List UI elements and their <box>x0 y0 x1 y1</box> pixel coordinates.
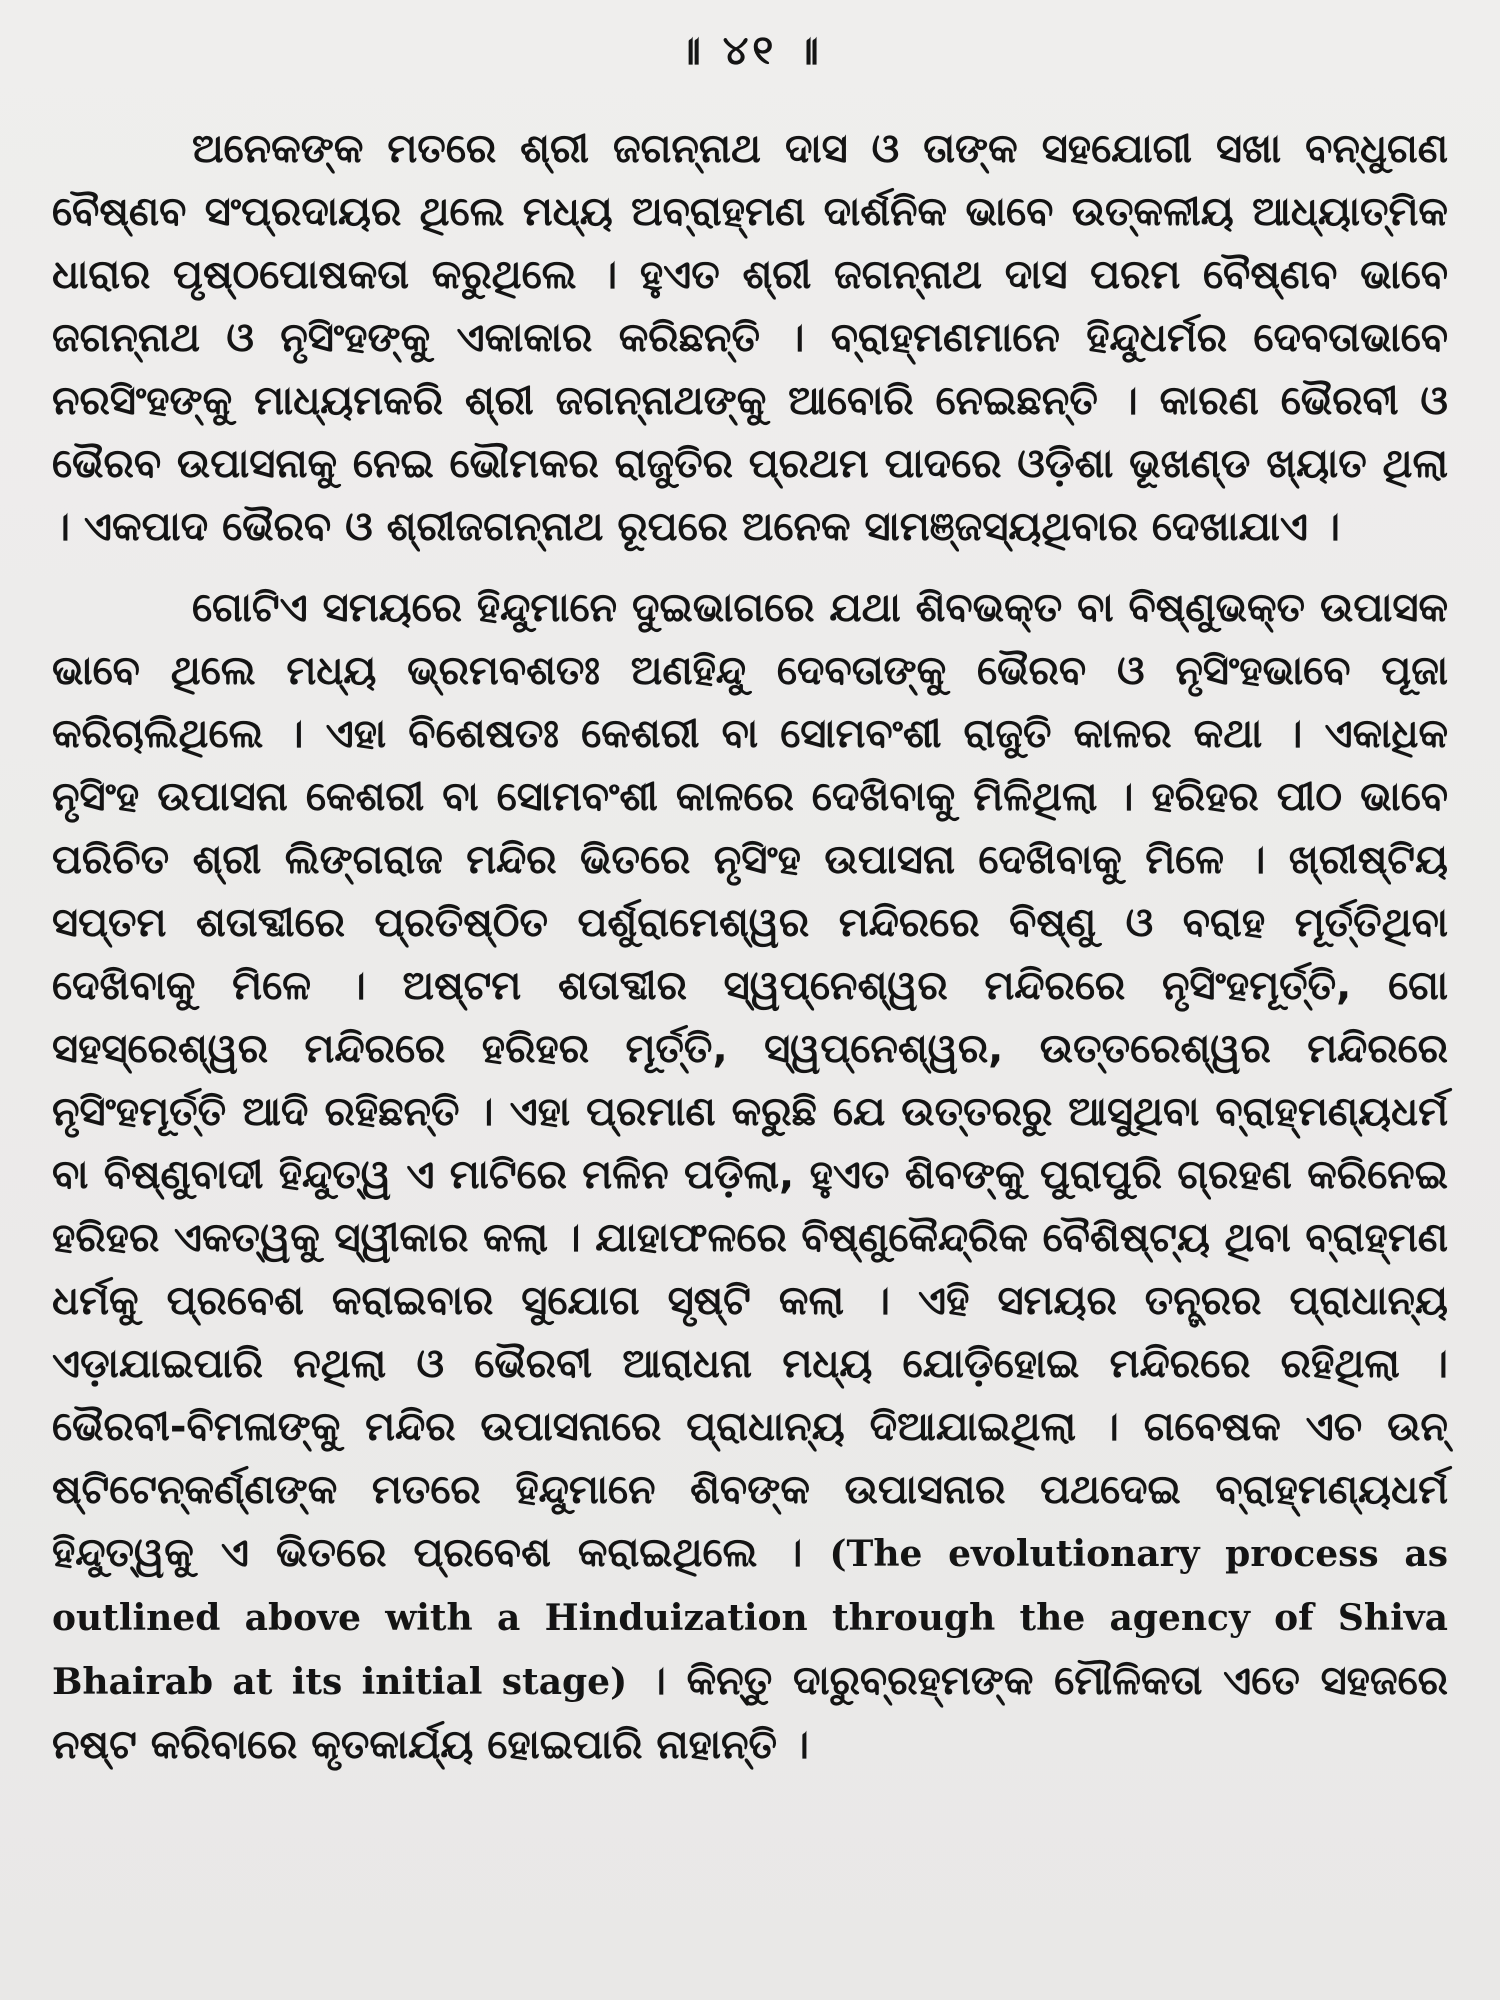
paragraph-2-closing-text: । କିନ୍ତୁ ଦାରୁବ୍ରହ୍ମଙ୍କ ମୌଳିକତା ଏତେ ସହଜରେ ନଷ୍ଟ କରିବାରେ କୃତକାର୍ଯ୍ୟ ହୋଇପାରି ନାହାନ୍ତି । <box>52 1658 1448 1768</box>
paragraph-2 <box>52 577 1448 1777</box>
page-number: ॥ ୪୧ ॥ <box>677 28 823 74</box>
paragraph-1: ଅନେକଙ୍କ ମତରେ ଶ୍ରୀ ଜଗନ୍ନାଥ ଦାସ ଓ ତାଙ୍କ ସହଯୋଗୀ ସଖା ବନ୍ଧୁଗଣ ବୈଷ୍ଣବ ସଂପ୍ରଦାୟର ଥିଲେ ମଧ୍ୟ ଅବ୍ରାହ୍ମଣ ଦାର୍ଶନିକ ଭାବେ ଉତ୍କଳୀୟ ଆଧ୍ୟାତ୍ମିକ ଧାରାର ପୃଷ୍ଠପୋଷକତା କରୁଥିଲେ । ହୁଏତ ଶ୍ରୀ ଜଗନ୍ନାଥ ଦାସ ପରମ ବୈଷ୍ଣବ ଭାବେ ଜଗନ୍ନାଥ ଓ ନୃସିଂହଙ୍କୁ ଏକାକାର କରିଛନ୍ତି । ବ୍ରାହ୍ମଣମାନେ ହିନ୍ଦୁଧର୍ମର ଦେବତାଭାବେ ନରସିଂହଙ୍କୁ ମାଧ୍ୟମକରି ଶ୍ରୀ ଜଗନ୍ନାଥଙ୍କୁ ଆବୋରି ନେଇଛନ୍ତି । କାରଣ ଭୈରବୀ ଓ ଭୈରବ ଉପାସନାକୁ ନେଇ ଭୌମକର ରାଜୁତିର ପ୍ରଥମ ପାଦରେ ଓଡ଼ିଶା ଭୂଖଣ୍ଡ ଖ୍ୟାତ ଥିଲା । ଏକପାଦ ଭୈରବ ଓ ଶ୍ରୀଜଗନ୍ନାଥ ରୂପରେ ଅନେକ ସାମଞ୍ଜସ୍ୟଥିବାର ଦେଖାଯାଏ । <box>52 126 1448 550</box>
paragraph-2-english-quote: (The evolutionary process as outlined above with a Hinduization through the agency of Shiva Bhairab at its initial stage) <box>52 1533 1448 1703</box>
paragraph-2-odia-text: ଗୋଟିଏ ସମୟରେ ହିନ୍ଦୁମାନେ ଦୁଇଭାଗରେ ଯଥା ଶିବଭକ୍ତ ବା ବିଷ୍ଣୁଭକ୍ତ ଉପାସକ ଭାବେ ଥିଲେ ମଧ୍ୟ ଭ୍ରମବଶତଃ ଅଣହିନ୍ଦୁ ଦେବତାଙ୍କୁ ଭୈରବ ଓ ନୃସିଂହଭାବେ ପୂଜା କରିଚାଲିଥିଲେ । ଏହା ବିଶେଷତଃ କେଶରୀ ବା ସୋମବଂଶୀ ରାଜୁତି କାଳର କଥା । ଏକାଧିକ ନୃସିଂହ ଉପାସନା କେଶରୀ ବା ସୋମବଂଶୀ କାଳରେ ଦେଖିବାକୁ ମିଳିଥିଲା । ହରିହର ପୀଠ ଭାବେ ପରିଚିତ ଶ୍ରୀ ଲିଙ୍ଗରାଜ ମନ୍ଦିର ଭିତରେ ନୃସିଂହ ଉପାସନା ଦେଖିବାକୁ ମିଳେ । ଖ୍ରୀଷ୍ଟିୟ ସପ୍ତମ ଶତାବ୍ଦୀରେ ପ୍ରତିଷ୍ଠିତ ପର୍ଶୁରାମେଶ୍ୱର ମନ୍ଦିରରେ ବିଷ୍ଣୁ ଓ ବରାହ ମୂର୍ତ୍ତିଥିବା ଦେଖିବାକୁ ମିଳେ । ଅଷ୍ଟମ ଶତାବ୍ଦୀର ସ୍ୱପ୍ନେଶ୍ୱର ମନ୍ଦିରରେ ନୃସିଂହମୂର୍ତ୍ତି, ଗୋ ସହସ୍ରେଶ୍ୱର ମନ୍ଦିରରେ ହରିହର ମୂର୍ତ୍ତି, ସ୍ୱପ୍ନେଶ୍ୱର, ଉତ୍ତରେଶ୍ୱର ମନ୍ଦିରରେ ନୃସିଂହମୂର୍ତ୍ତି ଆଦି ରହିଛନ୍ତି । ଏହା ପ୍ରମାଣ କରୁଛି ଯେ ଉତ୍ତରରୁ ଆସୁଥିବା ବ୍ରାହ୍ମଣ୍ୟଧର୍ମ ବା ବିଷ୍ଣୁବାଦୀ ହିନ୍ଦୁତ୍ୱ ଏ ମାଟିରେ ମଳିନ ପଡ଼ିଲା, ହୁଏତ ଶିବଙ୍କୁ ପୁରାପୁରି ଗ୍ରହଣ କରିନେଇ ହରିହର ଏକତ୍ୱକୁ ସ୍ୱୀକାର କଲା । ଯାହାଫଳରେ ବିଷ୍ଣୁକୈନ୍ଦ୍ରିକ ବୈଶିଷ୍ଟ୍ୟ ଥିବା ବ୍ରାହ୍ମଣ ଧର୍ମକୁ ପ୍ରବେଶ କରାଇବାର ସୁଯୋଗ ସୃଷ୍ଟି କଲା । ଏହି ସମୟର ତନ୍ତ୍ରର ପ୍ରାଧାନ୍ୟ ଏଡ଼ାଯାଇପାରି ନଥିଲା ଓ ଭୈରବୀ ଆରାଧନା ମଧ୍ୟ ଯୋଡ଼ିହୋଇ ମନ୍ଦିରରେ ରହିଥିଲା । ଭୈରବୀ-ବିମଳାଙ୍କୁ ମନ୍ଦିର ଉପାସନାରେ ପ୍ରାଧାନ୍ୟ ଦିଆଯାଇଥିଲା । ଗବେଷକ ଏଚ ଉନ୍ ଷ୍ଟିଟେନ୍‌କର୍ଣ୍ଣଙ୍କ ମତରେ ହିନ୍ଦୁମାନେ ଶିବଙ୍କ ଉପାସନାର ପଥଦେଇ ବ୍ରାହ୍ମଣ୍ୟଧର୍ମ ହିନ୍ଦୁତ୍ୱକୁ ଏ ଭିତରେ ପ୍ରବେଶ କରାଇଥିଲେ । <box>52 585 1448 1576</box>
